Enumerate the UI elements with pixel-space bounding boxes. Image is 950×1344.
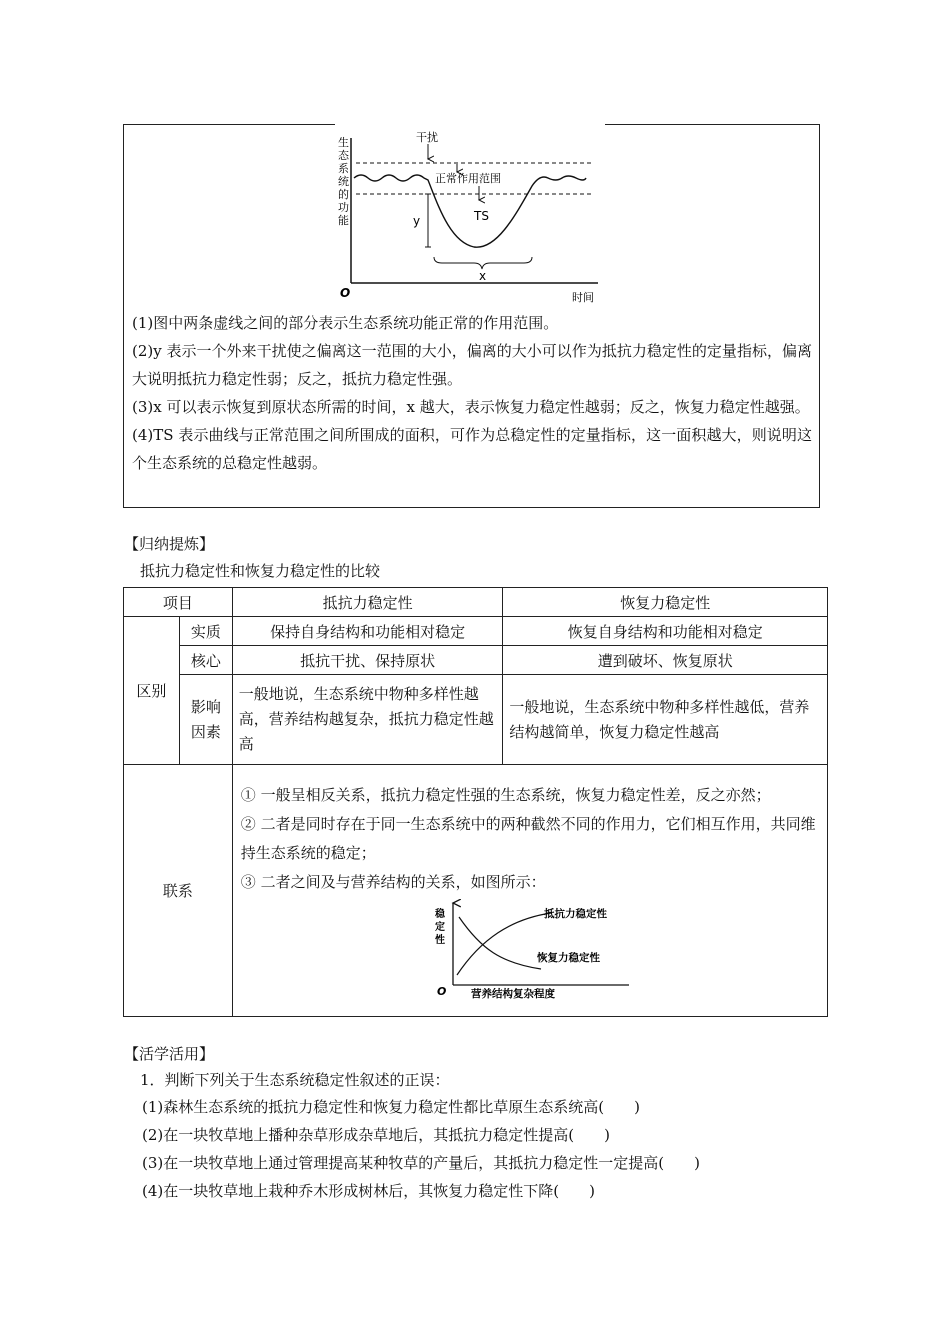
table-header-row bbox=[124, 588, 828, 617]
table-row bbox=[124, 646, 828, 675]
table-row bbox=[124, 617, 828, 646]
stability-figure-box bbox=[123, 124, 820, 508]
x-label: x bbox=[479, 269, 487, 283]
resistance-legend: 抵抗力稳定性 bbox=[543, 907, 607, 920]
x-brace bbox=[434, 257, 532, 269]
cell-resistance: 一般地说，生态系统中物种多样性越高，营养结构越复杂，抵抗力稳定性越高 bbox=[232, 675, 503, 765]
link-item: ① 一般呈相反关系，抵抗力稳定性强的生态系统，恢复力稳定性差，反之亦然； bbox=[240, 785, 771, 804]
row-label: 影响因素 bbox=[179, 675, 232, 765]
fig1-origin: O bbox=[340, 286, 351, 300]
comparison-table bbox=[123, 587, 828, 1017]
practice-item: (1)森林生态系统的抵抗力稳定性和恢复力稳定性都比草原生态系统高( ) bbox=[142, 1098, 640, 1116]
practice-item: (3)在一块牧草地上通过管理提高某种牧草的产量后，其抵抗力稳定性一定提高( ) bbox=[142, 1154, 700, 1172]
summary-subtitle: 抵抗力稳定性和恢复力稳定性的比较 bbox=[140, 562, 381, 580]
link-item: ② 二者是同时存在于同一生态系统中的两种截然不同的作用力，它们相互作用，共同维持生态系统的稳定； bbox=[240, 814, 816, 862]
fig1-y-label-1: 生 bbox=[338, 136, 349, 149]
fig1-y-label-2: 态 bbox=[338, 149, 349, 162]
resistance-curve bbox=[457, 913, 551, 975]
fig1-y-label-7: 能 bbox=[338, 214, 349, 227]
fig1-y-label-4: 统 bbox=[338, 175, 349, 188]
fig1-x-axis-label: 时间 bbox=[572, 291, 594, 304]
stability-relation-chart bbox=[431, 899, 631, 999]
fig1-y-label-6: 功 bbox=[338, 201, 349, 214]
normal-range-label: 正常作用范围 bbox=[435, 172, 501, 185]
practice-question: 1．判断下列关于生态系统稳定性叙述的正误： bbox=[140, 1071, 450, 1089]
recovery-legend: 恢复力稳定性 bbox=[536, 951, 600, 964]
header-item: 项目 bbox=[124, 588, 233, 617]
link-content bbox=[232, 765, 827, 1017]
fig2-origin: O bbox=[436, 984, 447, 998]
disturbance-label: 干扰 bbox=[416, 131, 438, 144]
recovery-curve bbox=[459, 917, 541, 969]
table-row bbox=[124, 675, 828, 765]
cell-recovery: 遭到破坏、恢复原状 bbox=[503, 646, 828, 675]
row-label: 实质 bbox=[179, 617, 232, 646]
fig2-y-label-3: 性 bbox=[434, 934, 445, 946]
practice-heading: 【活学活用】 bbox=[124, 1045, 215, 1063]
explanation-item: (3)x 可以表示恢复到原状态所需的时间，x 越大，表示恢复力稳定性越弱；反之，恢复力稳定性越强。 bbox=[132, 398, 810, 416]
fig1-y-label-3: 系 bbox=[338, 162, 349, 175]
ts-label: TS bbox=[474, 209, 489, 223]
explanation-item: (2)y 表示一个外来干扰使之偏离这一范围的大小，偏离的大小可以作为抵抗力稳定性的定量指标，偏离大说明抵抗力稳定性弱；反之，抵抗力稳定性强。 bbox=[132, 342, 812, 388]
summary-heading: 【归纳提炼】 bbox=[124, 535, 215, 553]
function-curve bbox=[354, 175, 586, 247]
fig2-y-label-1: 稳 bbox=[434, 908, 445, 920]
explanation-item: (4)TS 表示曲线与正常范围之间所围成的面积，可作为总稳定性的定量指标，这一面积越大，则说明这个生态系统的总稳定性越弱。 bbox=[132, 426, 812, 472]
practice-item: (4)在一块牧草地上栽种乔木形成树林后，其恢复力稳定性下降( ) bbox=[142, 1182, 595, 1200]
link-item: ③ 二者之间及与营养结构的关系，如图所示： bbox=[240, 872, 546, 891]
fig1-y-label-5: 的 bbox=[338, 188, 349, 201]
fig2-x-axis-label: 营养结构复杂程度 bbox=[470, 987, 555, 999]
table-row bbox=[124, 765, 828, 1017]
cell-resistance: 抵抗干扰、保持原状 bbox=[232, 646, 503, 675]
fig2-y-label-2: 定 bbox=[434, 921, 445, 933]
link-label: 联系 bbox=[124, 765, 233, 1017]
explanation-item: (1)图中两条虚线之间的部分表示生态系统功能正常的作用范围。 bbox=[132, 314, 559, 332]
explanation-text bbox=[132, 309, 812, 477]
header-recovery: 恢复力稳定性 bbox=[503, 588, 828, 617]
cell-recovery: 恢复自身结构和功能相对稳定 bbox=[503, 617, 828, 646]
row-label: 核心 bbox=[179, 646, 232, 675]
y-label: y bbox=[413, 214, 421, 228]
header-resistance: 抵抗力稳定性 bbox=[232, 588, 503, 617]
cell-resistance: 保持自身结构和功能相对稳定 bbox=[232, 617, 503, 646]
practice-item: (2)在一块牧草地上播种杂草形成杂草地后，其抵抗力稳定性提高( ) bbox=[142, 1126, 610, 1144]
ecosystem-function-diagram bbox=[334, 130, 604, 305]
cell-recovery: 一般地说，生态系统中物种多样性越低，营养结构越简单，恢复力稳定性越高 bbox=[503, 675, 828, 765]
group-label: 区别 bbox=[124, 617, 180, 765]
